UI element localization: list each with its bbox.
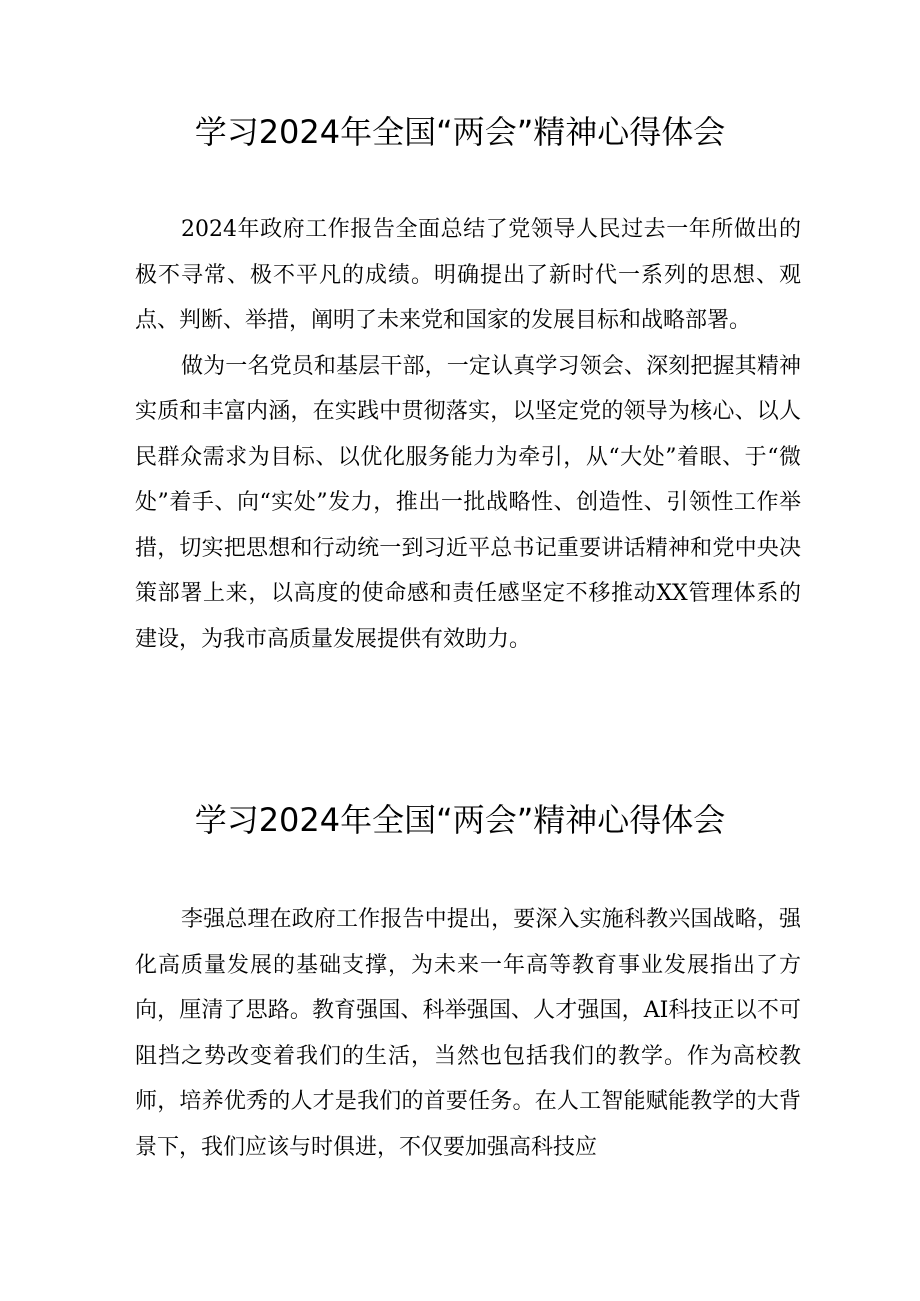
section-body <box>135 207 801 662</box>
section-title: 学习2024年全国“两会”精神心得体会 <box>194 801 726 839</box>
paragraph: 2024年政府工作报告全面总结了党领导人民过去一年所做出的极不寻常、极不平凡的成绩。明确提出了新时代一系列的思想、观点、判断、举措，阐明了未来党和国家的发展目标和战略部署。 <box>135 217 801 333</box>
section-body <box>135 897 801 1170</box>
section-title: 学习2024年全国“两会”精神心得体会 <box>194 113 726 151</box>
paragraph: 李强总理在政府工作报告中提出，要深入实施科教兴国战略，强化高质量发展的基础支撑，为未来一年高等教育事业发展指出了方向，厘清了思路。教育强国、科举强国、人才强国，AI科技正以不可阻挡之势改变着我们的生活，当然也包括我们的教学。作为高校教师，培养优秀的人才是我们的首要任务。在人工智能赋能教学的大背景下，我们应该与时俱进，不仅要加强高科技应 <box>135 907 801 1160</box>
paragraph: 做为一名党员和基层干部，一定认真学习领会、深刻把握其精神实质和丰富内涵，在实践中贯彻落实，以坚定党的领导为核心、以人民群众需求为目标、以优化服务能力为牵引，从“大处”着眼、于“微处”着手、向“实处”发力，推出一批战略性、创造性、引领性工作举措，切实把思想和行动统一到习近平总书记重要讲话精神和党中央决策部署上来，以高度的使命感和责任感坚定不移推动XX管理体系的建设，为我市高质量发展提供有效助力。 <box>135 353 801 652</box>
